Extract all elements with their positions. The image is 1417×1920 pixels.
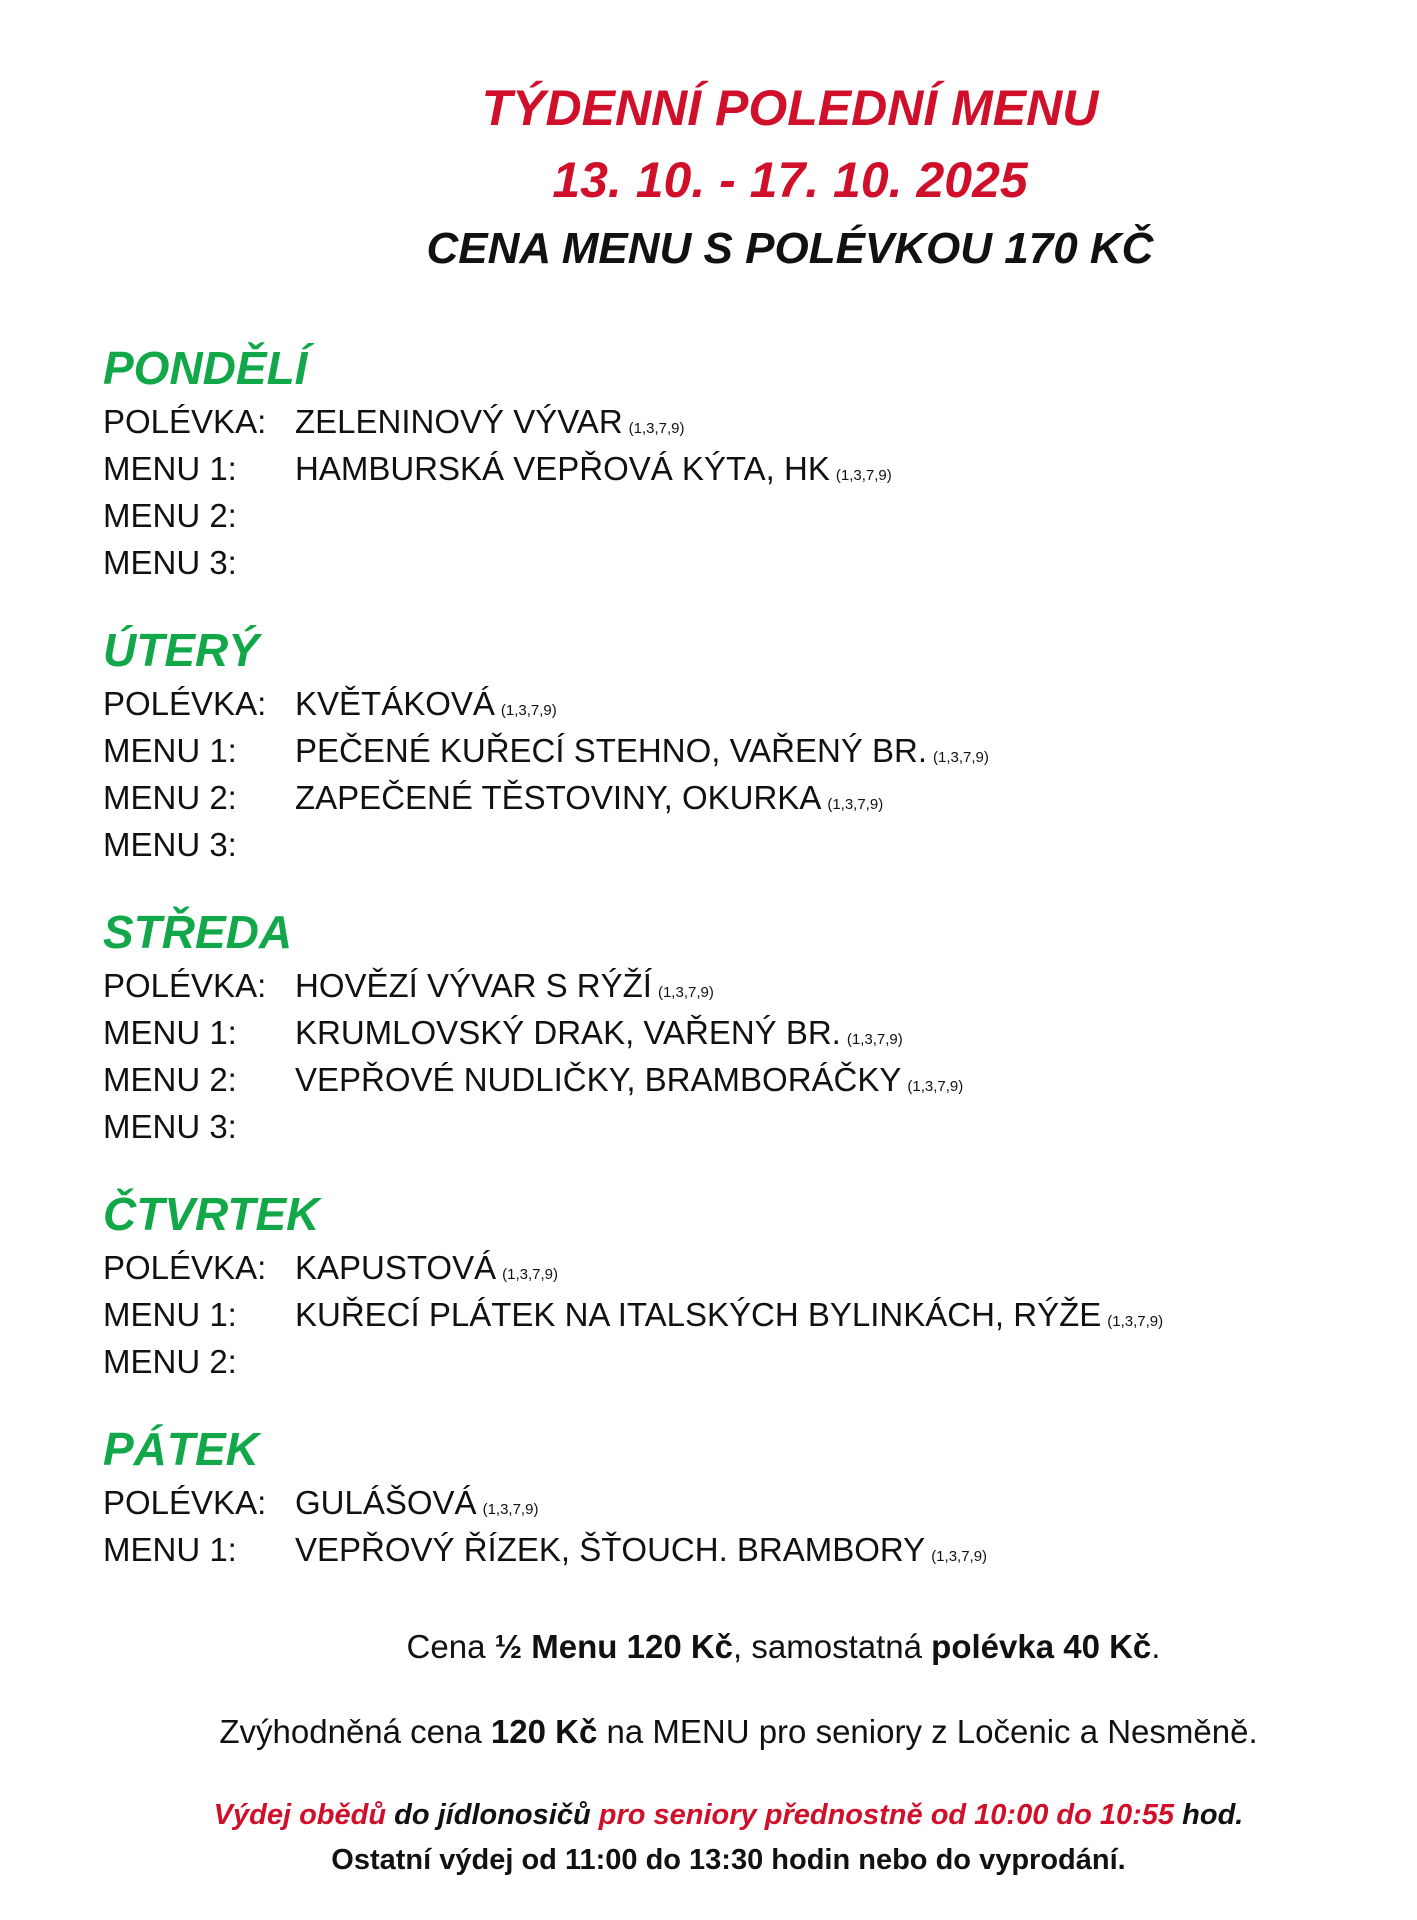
soup-price: polévka 40 Kč	[931, 1628, 1152, 1665]
menu-row	[103, 1056, 1353, 1103]
issue-hours: hod.	[1174, 1799, 1244, 1831]
dish-name: HAMBURSKÁ VEPŘOVÁ KÝTA, HK	[295, 450, 830, 487]
allergens: (1,3,7,9)	[835, 467, 892, 484]
dish-name: GULÁŠOVÁ	[295, 1484, 477, 1521]
dish-name: VEPŘOVÉ NUDLIČKY, BRAMBORÁČKY	[295, 1061, 902, 1098]
dish-item	[295, 1479, 1353, 1526]
weekly-menu	[103, 338, 1353, 1573]
half-menu-end: .	[1151, 1628, 1161, 1665]
senior-price-note	[0, 1710, 1417, 1754]
row-label: MENU 1:	[103, 732, 237, 769]
dish-name: HOVĚZÍ VÝVAR S RÝŽÍ	[295, 967, 652, 1004]
day-friday	[103, 1419, 1353, 1573]
dish-name: KAPUSTOVÁ	[295, 1249, 497, 1286]
issue-lunches: Výdej obědů	[213, 1799, 387, 1831]
dish-item	[295, 445, 1353, 492]
dish-item	[295, 1009, 1353, 1056]
dish-name: KRUMLOVSKÝ DRAK, VAŘENÝ BR.	[295, 1014, 841, 1051]
row-label: MENU 1:	[103, 1531, 237, 1568]
dish-item	[295, 539, 1353, 586]
menu-row	[103, 821, 1353, 868]
allergens: (1,3,7,9)	[482, 1501, 539, 1518]
dish-name: KUŘECÍ PLÁTEK NA ITALSKÝCH BYLINKÁCH, RÝŽE	[295, 1296, 1102, 1333]
dish-item	[295, 398, 1353, 445]
dish-item	[295, 1244, 1353, 1291]
menu-row	[103, 1244, 1353, 1291]
row-label: MENU 2:	[103, 779, 237, 816]
dish-name: ZELENINOVÝ VÝVAR	[295, 403, 623, 440]
dish-item	[295, 1526, 1353, 1573]
day-name: PONDĚLÍ	[103, 342, 308, 394]
dish-name: VEPŘOVÝ ŘÍZEK, ŠŤOUCH. BRAMBORY	[295, 1531, 926, 1568]
dish-name: PEČENÉ KUŘECÍ STEHNO, VAŘENÝ BR.	[295, 732, 928, 769]
menu-row	[103, 1338, 1353, 1385]
row-label: MENU 3:	[103, 544, 237, 581]
menu-row	[103, 962, 1353, 1009]
allergens: (1,3,7,9)	[628, 420, 685, 437]
row-label: MENU 1:	[103, 1014, 237, 1051]
row-label: MENU 3:	[103, 1108, 237, 1145]
day-name: ÚTERÝ	[103, 624, 259, 676]
day-name: ČTVRTEK	[103, 1188, 320, 1240]
dish-item	[295, 1056, 1353, 1103]
allergens: (1,3,7,9)	[907, 1078, 964, 1095]
half-menu-price: ½ Menu 120 Kč	[494, 1628, 734, 1665]
dish-name: ZAPEČENÉ TĚSTOVINY, OKURKA	[295, 779, 822, 816]
day-tuesday	[103, 620, 1353, 868]
menu-header	[0, 78, 1417, 276]
menu-row	[103, 492, 1353, 539]
allergens: (1,3,7,9)	[657, 984, 714, 1001]
day-thursday	[103, 1184, 1353, 1385]
menu-row	[103, 680, 1353, 727]
menu-row	[103, 398, 1353, 445]
other-issue-note: Ostatní výdej od 11:00 do 13:30 hodin nebo do vyprodání.	[331, 1844, 1126, 1876]
row-label: MENU 2:	[103, 497, 237, 534]
dish-item	[295, 1103, 1353, 1150]
dish-item	[295, 727, 1353, 774]
row-label: POLÉVKA:	[103, 1484, 267, 1521]
senior-price: 120 Kč	[490, 1713, 598, 1750]
menu-price: CENA MENU S POLÉVKOU 170 KČ	[426, 224, 1154, 273]
day-name: PÁTEK	[103, 1423, 259, 1475]
menu-row	[103, 1479, 1353, 1526]
menu-row	[103, 1526, 1353, 1573]
menu-row	[103, 539, 1353, 586]
row-label: POLÉVKA:	[103, 1249, 267, 1286]
senior-rest: na MENU pro seniory z Ločenic a Nesměně.	[597, 1713, 1258, 1750]
menu-row	[103, 1009, 1353, 1056]
dish-item	[295, 962, 1353, 1009]
dish-item	[295, 680, 1353, 727]
senior-issue-note	[0, 1795, 1417, 1835]
dish-item	[295, 1338, 1353, 1385]
row-label: MENU 1:	[103, 1296, 237, 1333]
dish-item	[295, 774, 1353, 821]
day-monday	[103, 338, 1353, 586]
dish-item	[295, 821, 1353, 868]
allergens: (1,3,7,9)	[846, 1031, 903, 1048]
row-label: MENU 2:	[103, 1343, 237, 1380]
menu-row	[103, 445, 1353, 492]
half-menu-prefix: Cena	[406, 1628, 495, 1665]
senior-prefix: Zvýhodněná cena	[219, 1713, 491, 1750]
dish-item	[295, 492, 1353, 539]
menu-row	[103, 1291, 1353, 1338]
allergens: (1,3,7,9)	[933, 749, 989, 766]
allergens: (1,3,7,9)	[931, 1548, 988, 1565]
menu-row	[103, 727, 1353, 774]
issue-containers: do jídlonosičů	[386, 1799, 599, 1831]
menu-row	[103, 774, 1353, 821]
allergens: (1,3,7,9)	[500, 702, 557, 719]
day-wednesday	[103, 902, 1353, 1150]
row-label: POLÉVKA:	[103, 967, 267, 1004]
menu-date-range: 13. 10. - 17. 10. 2025	[552, 152, 1028, 208]
menu-row	[103, 1103, 1353, 1150]
half-menu-mid: , samostatná	[733, 1628, 932, 1665]
day-name: STŘEDA	[103, 906, 293, 958]
allergens: (1,3,7,9)	[827, 796, 884, 813]
dish-item	[295, 1291, 1353, 1338]
row-label: POLÉVKA:	[103, 403, 267, 440]
dish-name: KVĚTÁKOVÁ	[295, 685, 495, 722]
row-label: MENU 3:	[103, 826, 237, 863]
menu-title: TÝDENNÍ POLEDNÍ MENU	[481, 80, 1099, 136]
issue-senior-time: pro seniory přednostně od 10:00 do 10:55	[598, 1799, 1175, 1831]
row-label: MENU 1:	[103, 450, 237, 487]
half-menu-price-note	[0, 1625, 1417, 1669]
row-label: POLÉVKA:	[103, 685, 267, 722]
allergens: (1,3,7,9)	[1107, 1313, 1164, 1330]
allergens: (1,3,7,9)	[502, 1266, 559, 1283]
row-label: MENU 2:	[103, 1061, 237, 1098]
